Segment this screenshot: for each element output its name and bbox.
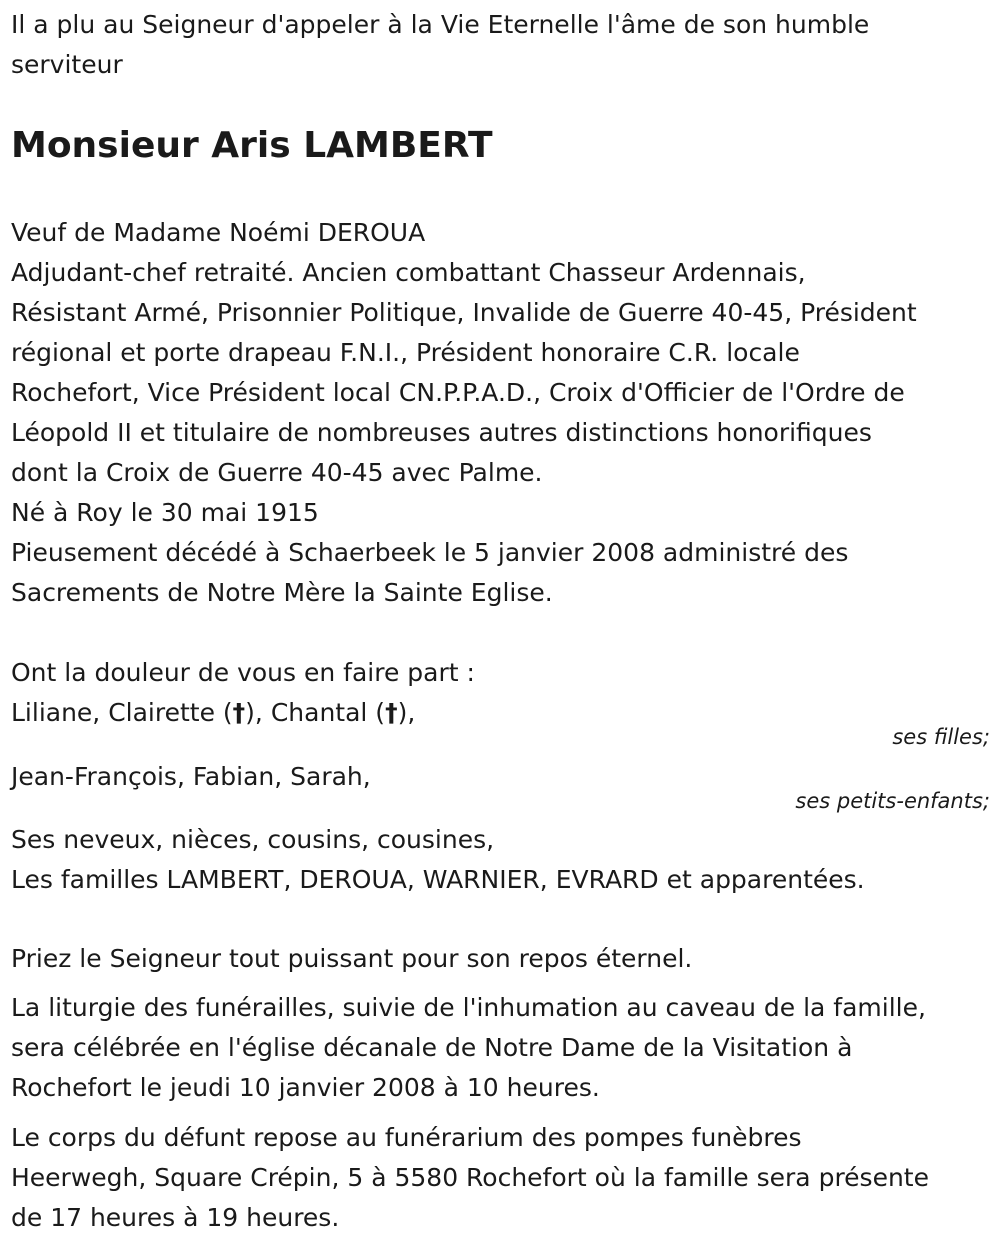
biography-line: dont la Croix de Guerre 40-45 avec Palme. — [11, 458, 543, 487]
daughters-role: ses filles; — [892, 725, 990, 749]
cross-icon: † — [385, 698, 398, 727]
cross-icon: † — [232, 698, 246, 727]
biography — [11, 213, 990, 613]
biography-line: Sacrements de Notre Mère la Sainte Eglise. — [11, 578, 553, 607]
viewing-line: Heerwegh, Square Crépin, 5 à 5580 Rochefort où la famille sera présente — [11, 1163, 929, 1192]
viewing-line: de 17 heures à 19 heures. — [11, 1203, 340, 1232]
grandchildren-line: Jean-François, Fabian, Sarah, — [11, 762, 371, 791]
funeral-line: sera célébrée en l'église décanale de Notre Dame de la Visitation à — [11, 1033, 853, 1062]
viewing-details — [11, 1118, 990, 1238]
biography-line: Veuf de Madame Noémi DEROUA — [11, 218, 426, 247]
intro-text — [11, 5, 990, 85]
biography-line: Résistant Armé, Prisonnier Politique, Invalide de Guerre 40-45, Président — [11, 298, 917, 327]
biography-line: Léopold II et titulaire de nombreuses autres distinctions honorifiques — [11, 418, 872, 447]
biography-line: régional et porte drapeau F.N.I., Président honoraire C.R. locale — [11, 338, 800, 367]
deceased-name: Monsieur Aris LAMBERT — [11, 125, 493, 166]
grandchildren-role: ses petits-enfants; — [795, 789, 990, 813]
daughters-line — [11, 693, 990, 733]
intro-line-2: serviteur — [11, 50, 123, 79]
biography-line: Pieusement décédé à Schaerbeek le 5 janvier 2008 administré des — [11, 538, 849, 567]
daughters-prefix: Liliane, Clairette ( — [11, 698, 233, 727]
family-intro: Ont la douleur de vous en faire part : — [11, 658, 475, 687]
prayer-line: Priez le Seigneur tout puissant pour son repos éternel. — [11, 944, 693, 973]
biography-line: Adjudant-chef retraité. Ancien combattant Chasseur Ardennais, — [11, 258, 806, 287]
funeral-details — [11, 988, 990, 1108]
biography-line: Rochefort, Vice Président local CN.P.P.A.D., Croix d'Officier de l'Ordre de — [11, 378, 905, 407]
daughters-suffix: ), — [397, 698, 416, 727]
funeral-line: Rochefort le jeudi 10 janvier 2008 à 10 heures. — [11, 1073, 600, 1102]
daughters-mid: ), Chantal ( — [245, 698, 386, 727]
funeral-line: La liturgie des funérailles, suivie de l'inhumation au caveau de la famille, — [11, 993, 926, 1022]
families-line: Les familles LAMBERT, DEROUA, WARNIER, EVRARD et apparentées. — [11, 865, 865, 894]
relatives-line: Ses neveux, nièces, cousins, cousines, — [11, 825, 495, 854]
viewing-line: Le corps du défunt repose au funérarium des pompes funèbres — [11, 1123, 802, 1152]
biography-line: Né à Roy le 30 mai 1915 — [11, 498, 319, 527]
intro-line-1: Il a plu au Seigneur d'appeler à la Vie Eternelle l'âme de son humble — [11, 10, 870, 39]
